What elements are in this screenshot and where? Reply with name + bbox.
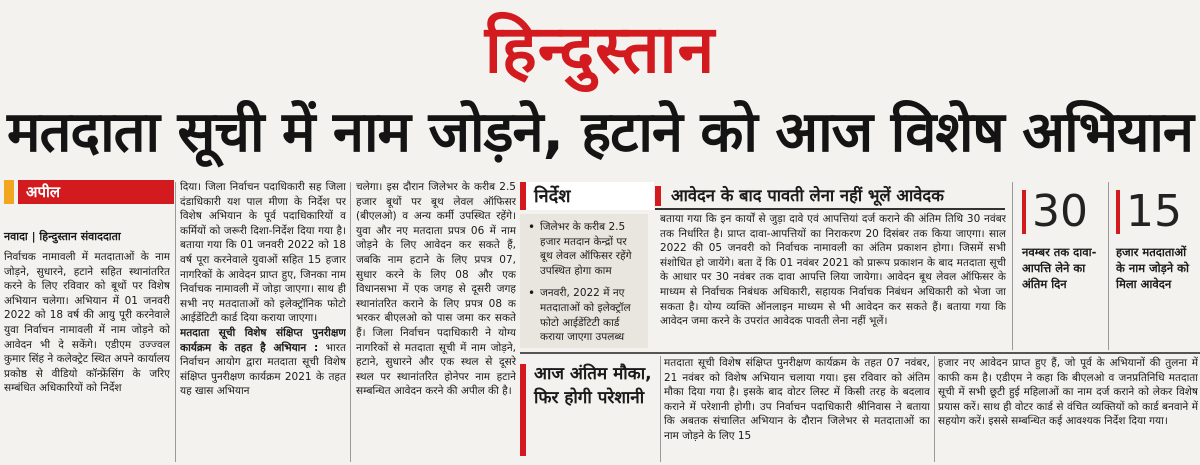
headline: मतदाता सूची में नाम जोड़ने, हटाने को आज विशेष अभियान	[6, 100, 1194, 165]
aaj-column-b-text: हजार नए आवेदन प्राप्त हुए हैं, जो पूर्व के अभियानों की तुलना में काफी कम है। एडीएम ने कहा कि बीएलओ व जनप्रतिनिधि मतदाता सूची में सभी छूटी हुई महिलाओं का नाम दर्ज कराने को लेकर विशेष प्रयास करें। साथ ही वोटर कार्ड से वंचित व्यक्तियों को कार्ड बनवाने में सहयोग करें। इससे सम्बन्धित कई आवश्यक निर्देश दिया गया।	[938, 357, 1198, 428]
aaj-antim-box	[520, 356, 660, 460]
stat-text: हजार मतदाताओं के नाम जोड़ने को मिला आवेदन	[1116, 245, 1189, 291]
column-divider	[350, 182, 351, 462]
column-2-text-a: दिया। जिला निर्वाचन पदाधिकारी सह जिला दंडाधिकारी यश पाल मीणा के निर्देश पर विशेष अभियान के पूर्व पदाधिकारियों व कर्मियों को जरूरी दिशा-निर्देश दिया गया है। बताया गया कि 01 जनवरी 2022 को 18 वर्ष पूरा करनेवाले युवाओं सहित 15 हजार नागरिकों के आवेदन प्राप्त हुए, जिनका नाम निर्वाचक नामावली में जोड़ा जाएगा। साथ ही सभी नए मतदाताओं को इलेक्ट्रॉनिक फोटो आईडेंटिटी कार्ड दिया कराया जाएगा।	[180, 181, 346, 325]
column-divider	[175, 182, 176, 462]
stat-15	[1116, 186, 1198, 292]
masthead-logo: हिन्दुस्तान	[484, 11, 716, 88]
article-column-3	[356, 180, 516, 462]
nirdesh-title: निर्देश	[534, 186, 571, 207]
aaj-column-b	[938, 356, 1198, 464]
avedan-headline: आवेदन के बाद पावती लेना नहीं भूलें आवेदक	[655, 182, 1005, 210]
section-label-bar	[4, 180, 14, 204]
stat-number: 15	[1126, 186, 1182, 237]
column-3-text: चलेगा। इस दौरान जिलेभर के करीब 2.5 हजार बूथों पर बूथ लेवल ऑफिसर (बीएलओ) व अन्य कर्मी उपस्थित रहेंगे। युवा और नए मतदाता प्रपत्र 06 में नाम जोड़ने के लिए आवेदन कर सकते हैं, जबकि नाम हटाने के लिए प्रपत्र 07, सुधार करने के लिए 08 और एक विधानसभा में एक जगह से दूसरी जगह स्थानांतरित कराने के लिए प्रपत्र 08 क भरकर बीएलओ को पास जमा कर सकते हैं। जिला निर्वाचन पदाधिकारी ने योग्य नागरिकों से मतदाता सूची में नाम जोड़ने, हटाने, सुधारने और एक स्थल से दूसरे स्थल पर स्थानांतरित होनेपर नाम हटाने सम्बन्धित आवेदन करने की अपील की है।	[356, 181, 516, 398]
article-column-1	[4, 250, 170, 462]
column-1-text: निर्वाचक नामावली में मतदाताओं के नाम जोड़ने, सुधारने, हटाने सहित स्थानांतरित करने के लिए रविवार को बूथों पर विशेष अभियान चलेगा। अभियान में 01 जनवरी 2022 को 18 वर्ष की आयु पूरी करनेवाले युवा निर्वाचन नामावली में नाम जोड़ने को आवेदन भी दे सकेंगे। एडीएम उज्ज्वल कुमार सिंह ने कलेक्ट्रेट स्थित अपने कार्यालय प्रकोष्ठ से वीडियो कॉन्फ्रेंसिंग के जरिए सम्बंधित अधिकारियों को निर्देश	[4, 251, 170, 395]
article-column-2	[180, 180, 346, 462]
section-label-text: अपील	[18, 180, 174, 204]
column-divider	[934, 356, 935, 462]
masthead	[0, 0, 1200, 92]
column-divider	[660, 356, 661, 462]
aaj-column-a-text: मतदाता सूची विशेष संक्षिप्त पुनरीक्षण कार्यक्रम के तहत 07 नवंबर, 21 नवंबर को विशेष अभियान चलाया गया। इस रविवार को अंतिम मौका दिया गया है। इसके बाद वोटर लिस्ट में किसी तरह के बदलाव कराने में परेशानी होगी। उप निर्वाचन पदाधिकारी श्रीनिवास ने बताया कि अबतक संचालित अभियान के दौरान जिलेभर से मतदाताओं का नाम जोड़ने के लिए 15	[664, 357, 930, 442]
stat-text: नवम्बर तक दावा-आपत्ति लेने का अंतिम दिन	[1022, 245, 1097, 291]
aaj-antim-bar	[520, 364, 526, 456]
avedan-body-text: बताया गया कि इन कार्यों से जुड़ा दावे एवं आपत्तियां दर्ज कराने की अंतिम तिथि 30 नवंबर तक निर्धारित है। प्राप्त दावा-आपत्तियों का निराकरण 20 दिसंबर तक किया जाएगा। साल 2022 की 05 जनवरी को निर्वाचक नामावली का अंतिम प्रकाशन होगा। जिसमें सभी संशोधित हो जायेंगे। बता दें कि 01 नवंबर 2021 को प्रारूप प्रकाशन के बाद मतदाता सूची के आधार पर 30 नवंबर तक दावा आपत्ति लिया जायेगा। आवेदन बूथ लेवल ऑफिसर के माध्यम से निर्वाचक निबंधक अधिकारी, सहायक निर्वाचक निबंधन अधिकारी को भेजा जा सकता है। योग्य व्यक्ति ऑनलाइन माध्यम से भी आवेदन कर सकते हैं। बताया गया कि आवेदन जमा करने के उपरांत आवेदक पावती लेना नहीं भूलें।	[660, 213, 1006, 328]
stats-divider	[1012, 182, 1013, 350]
stat-30	[1022, 186, 1102, 292]
nirdesh-box	[520, 214, 648, 348]
aaj-column-a	[664, 356, 930, 464]
section-label	[4, 180, 174, 204]
byline: नवादा | हिन्दुस्तान संवाददाता	[4, 230, 121, 243]
avedan-headline-bar	[655, 186, 661, 206]
stats-divider	[1108, 182, 1109, 350]
stat-bar	[1116, 190, 1120, 234]
section-separator	[520, 352, 1200, 354]
nirdesh-item: • जिलेभर के करीब 2.5 हजार मतदान केन्द्रों पर बूथ लेवल ऑफिसर रहेंगे उपस्थित होगा काम	[528, 220, 642, 278]
stat-number: 30	[1032, 186, 1088, 237]
avedan-body	[660, 212, 1006, 350]
column-2-text-b: भारत निर्वाचन आयोग द्वारा मतदाता सूची विशेष संक्षिप्त पुनरीक्षण कार्यक्रम 2021 के तहत यह खास अभियान	[180, 341, 346, 398]
column-2-subhead: मतदाता सूची विशेष संक्षिप्त पुनरीक्षण कार्यक्रम के तहत है अभियान :	[180, 326, 346, 354]
stat-bar	[1022, 190, 1026, 234]
nirdesh-item: • जनवरी, 2022 में नए मतदाताओं को इलेक्ट्रॉल फोटो आईडेंटिटी कार्ड कराया जाएगा उपलब्ध	[528, 286, 642, 344]
aaj-antim-title: आज अंतिम मौका, फिर होगी परेशानी	[534, 364, 652, 408]
